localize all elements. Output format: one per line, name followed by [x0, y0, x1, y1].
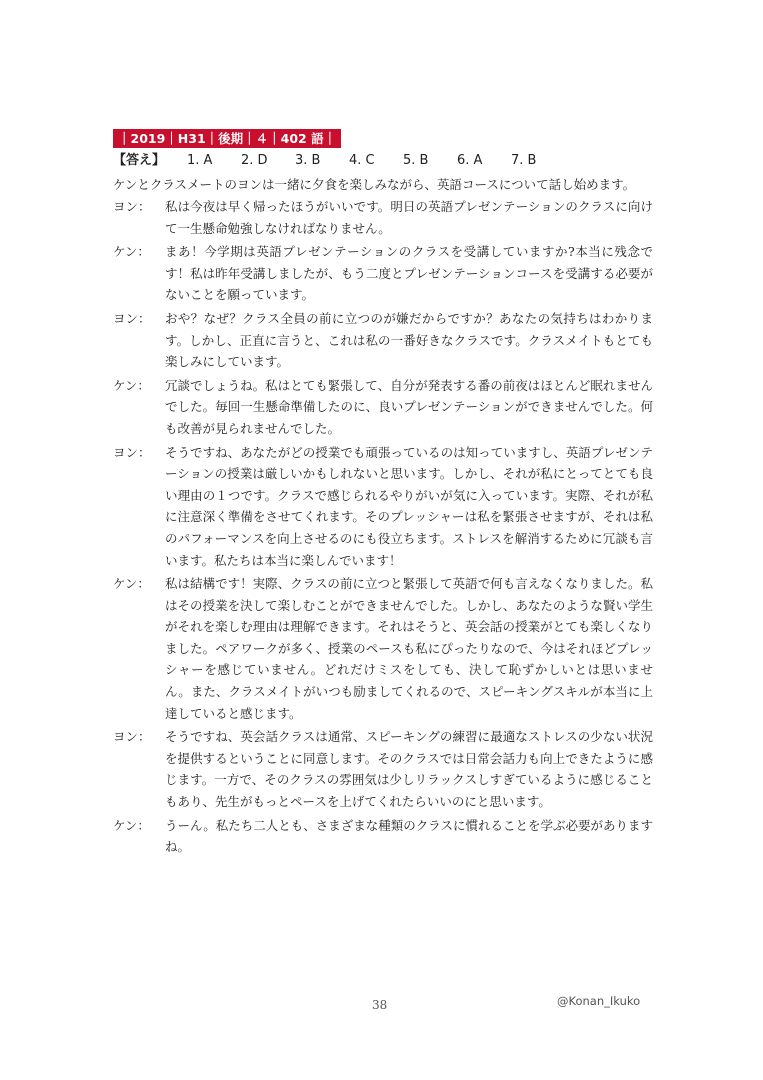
speaker-label: ヨン： — [113, 199, 151, 214]
dialogue-text: おや？なぜ？クラス全員の前に立つのが嫌だからですか？あなたの気持ちはわかります。しかし、正直に言うと、これは私の一番好きなクラスです。クラスメイトもとても楽しみにしています。 — [165, 310, 653, 370]
answer-key-label: 【答え】 — [113, 153, 166, 168]
answer-item: 1. A — [187, 153, 213, 168]
speaker-label: ケン： — [113, 244, 150, 260]
answer-item: 4. C — [349, 153, 375, 168]
speaker-label: ケン： — [113, 817, 150, 833]
answer-item: 6. A — [457, 153, 483, 168]
dialogue-text: うーん。私たち二人とも、さまざまな種類のクラスに慣れることを学ぶ必要がありますね。 — [165, 817, 653, 855]
dialogue-text: まあ！今学期は英語プレゼンテーションのクラスを受講していますか?本当に残念です！私は昨年受講しましたが、もう二度とプレゼンテーションコースを受講する必要がないことを願っています。 — [165, 244, 653, 303]
author-credit: @Konan_Ikuko — [557, 994, 641, 1008]
answer-item: 7. B — [511, 153, 537, 168]
dialogue-turn — [113, 573, 653, 724]
dialogue-turn — [113, 815, 653, 858]
dialogue-turn — [113, 196, 653, 239]
answer-key — [113, 151, 565, 171]
dialogue-turn — [113, 726, 653, 812]
dialogue-turn — [113, 308, 653, 373]
dialogue-text: 私は今夜は早く帰ったほうがいいです。明日の英語プレゼンテーションのクラスに向けて一生懸命勉強しなければなりません。 — [165, 199, 653, 236]
page-number: 38 — [372, 998, 388, 1012]
dialogue-turn — [113, 375, 653, 440]
dialogue-text: そうですね、あなたがどの授業でも頑張っているのは知っていますし、英語プレゼンテーションの授業は厳しいかもしれないと思います。しかし、それが私にとってとても良い理由の１つです。クラスで感じられるやりがいが気に入っています。実際、それが私に注意深く準備をさせてくれます。そのプレッシャーは私を緊張させますが、それは私のパフォーマンスを向上させるのにも役立ちます。ストレスを解消するために冗談も言います。私たちは本当に楽しんでいます！ — [165, 444, 653, 568]
dialogue-text: 冗談でしょうね。私はとても緊張して、自分が発表する番の前夜はほとんど眠れませんでした。毎回一生懸命準備したのに、良いプレゼンテーションができませんでした。何も改善が見られませんでした。 — [165, 377, 653, 436]
dialogue-turn — [113, 241, 653, 306]
answer-item: 2. D — [241, 153, 268, 168]
intro-text: ケンとクラスメートのヨンは一緒に夕食を楽しみながら、英語コースについて話し始めます。 — [113, 177, 636, 192]
dialogue-text: そうですね、英会話クラスは通常、スピーキングの練習に最適なストレスの少ない状況を提供するということに同意します。そのクラスでは日常会話力も向上できたように感じます。一方で、そのクラスの雰囲気は少しリラックスしすぎているように感じることもあり、先生がもっとペースを上げてくれたらいいのにと思います。 — [165, 729, 653, 810]
dialogue-text: 私は結構です！実際、クラスの前に立つと緊張して英語で何も言えなくなりました。私はその授業を決して楽しむことができませんでした。しかし、あなたのような賢い学生がそれを楽しむ理由は理解できます。それはそうと、英会話の授業がとても楽しくなりました。ペアワークが多く、授業のペースも私にぴったりなので、今はそれほどプレッシャーを感じていません。どれだけミスをしても、決して恥ずかしいとは思いません。また、クラスメイトがいつも励ましてくれるので、スピーキングスキルが本当に上達していると感じます。 — [165, 576, 653, 721]
dialogue — [113, 196, 653, 860]
speaker-label: ヨン： — [113, 310, 151, 326]
speaker-label: ヨン： — [113, 444, 151, 460]
speaker-label: ヨン： — [113, 729, 151, 745]
answer-item: 3. B — [295, 153, 321, 168]
exam-tag: ｜2019｜H31｜後期｜４｜402 語｜ — [113, 129, 341, 148]
dialogue-turn — [113, 442, 653, 572]
speaker-label: ケン： — [113, 576, 150, 592]
speaker-label: ケン： — [113, 377, 150, 393]
answer-item: 5. B — [403, 153, 429, 168]
